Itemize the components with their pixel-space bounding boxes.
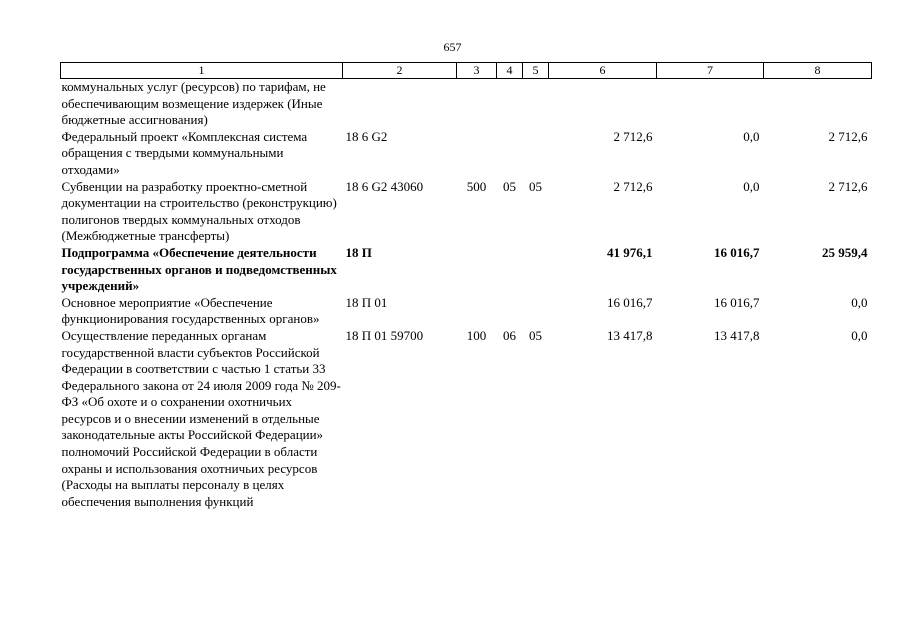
row-code: 18 П 01 <box>345 294 388 310</box>
table-row <box>61 179 872 245</box>
row-value-6: 41 976,1 <box>607 244 653 260</box>
row-pr: 05 <box>529 327 542 343</box>
table-row <box>61 79 872 129</box>
row-code: 18 П 01 59700 <box>345 327 424 343</box>
row-code <box>343 79 457 129</box>
row-value-8 <box>764 79 872 129</box>
row-rz <box>497 79 523 129</box>
row-value-8: 2 712,6 <box>828 128 868 144</box>
row-name: Основное мероприятие «Обеспечение функционирования государственных органов» <box>61 294 320 327</box>
row-value-8: 2 712,6 <box>828 178 868 194</box>
row-pr <box>523 295 549 328</box>
row-name: Подпрограмма «Обеспечение деятельности государственных органов и подведомственных учреждений» <box>61 244 337 294</box>
row-value-8: 25 959,4 <box>822 244 868 260</box>
row-rz <box>497 245 523 295</box>
row-vr: 500 <box>466 178 487 194</box>
row-rz: 05 <box>503 178 516 194</box>
header-col-6: 6 <box>549 63 657 79</box>
row-value-8: 0,0 <box>851 327 868 343</box>
row-value-7: 0,0 <box>743 178 760 194</box>
budget-table <box>60 62 872 510</box>
row-name: коммунальных услуг (ресурсов) по тарифам, не обеспечивающим возмещение издержек (Иные бюджетные ассигнования) <box>61 79 326 128</box>
page-number: 657 <box>443 40 462 54</box>
row-pr <box>523 245 549 295</box>
header-col-5: 5 <box>523 63 549 79</box>
row-code: 18 6 G2 43060 <box>345 178 424 194</box>
row-code: 18 6 G2 <box>345 128 388 144</box>
header-col-3: 3 <box>457 63 497 79</box>
row-pr <box>523 129 549 179</box>
table-row <box>61 295 872 328</box>
row-value-6: 13 417,8 <box>607 327 653 343</box>
row-vr <box>457 129 497 179</box>
table-row <box>61 129 872 179</box>
header-col-1: 1 <box>61 63 343 79</box>
table-row-subprogram <box>61 245 872 295</box>
header-col-4: 4 <box>497 63 523 79</box>
header-col-8: 8 <box>764 63 872 79</box>
row-rz <box>497 295 523 328</box>
row-name: Федеральный проект «Комплексная система обращения с твердыми коммунальными отходами» <box>61 128 308 177</box>
row-value-7: 13 417,8 <box>714 327 760 343</box>
row-value-7: 16 016,7 <box>714 294 760 310</box>
header-col-7: 7 <box>657 63 764 79</box>
column-number-header <box>61 63 872 79</box>
row-value-7 <box>657 79 764 129</box>
header-col-2: 2 <box>343 63 457 79</box>
row-value-6: 2 712,6 <box>613 178 653 194</box>
row-value-6 <box>549 79 657 129</box>
row-value-6: 16 016,7 <box>607 294 653 310</box>
row-vr <box>457 295 497 328</box>
row-pr <box>523 79 549 129</box>
row-value-7: 16 016,7 <box>714 244 760 260</box>
row-value-8: 0,0 <box>851 294 868 310</box>
row-value-7: 0,0 <box>743 128 760 144</box>
row-vr <box>457 79 497 129</box>
row-value-6: 2 712,6 <box>613 128 653 144</box>
row-vr <box>457 245 497 295</box>
row-name: Субвенции на разработку проектно-сметной документации на строительство (реконструкцию) полигонов твердых коммунальных отходов (Межбюджетные трансферты) <box>61 178 337 244</box>
row-rz <box>497 129 523 179</box>
row-rz: 06 <box>503 327 516 343</box>
row-vr: 100 <box>466 327 487 343</box>
table-row <box>61 328 872 511</box>
row-name: Осуществление переданных органам государственной власти субъектов Российской Федерации в соответствии с частью 1 статьи 33 Федерального закона от 24 июля 2009 года № 209-ФЗ «Об охоте и о сохранении охотничьих ресурсов и о внесении изменений в отдельные законодательные акты Российской Федерации» полномочий Российской Федерации в области охраны и использования охотничьих ресурсов (Расходы на выплаты персоналу в целях обеспечения выполнения функций <box>61 327 341 509</box>
row-code: 18 П <box>345 244 372 260</box>
row-pr: 05 <box>529 178 542 194</box>
